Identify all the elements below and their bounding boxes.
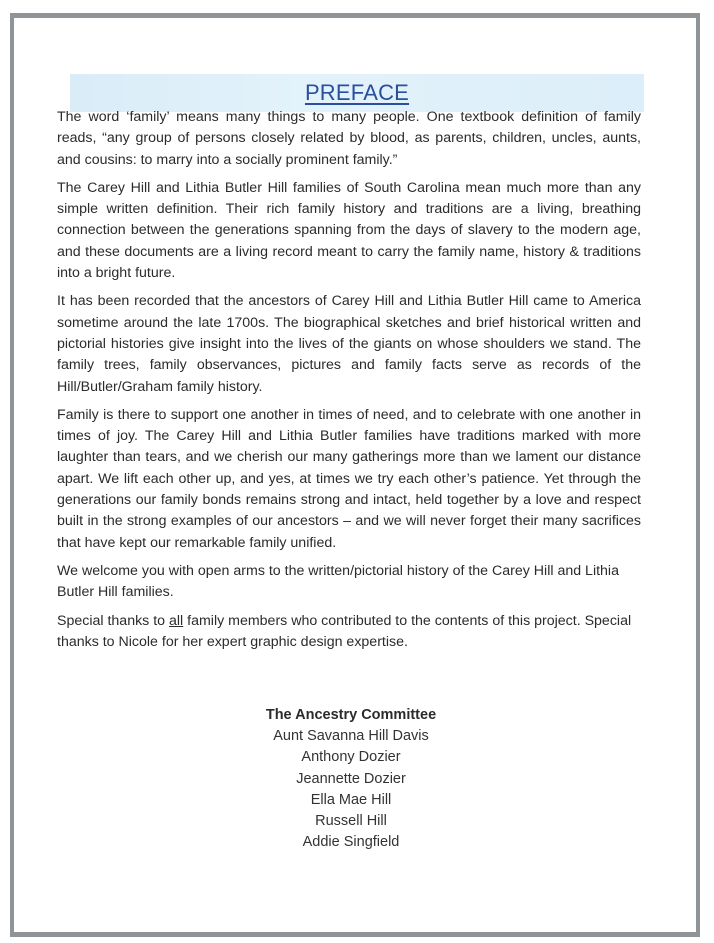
paragraph-welcome: We welcome you with open arms to the written/pictorial history of the Carey Hill and Lithia Butler Hill families.	[57, 562, 619, 601]
committee-member: Ella Mae Hill	[310, 791, 392, 808]
thanks-text-start: Special thanks to	[57, 612, 169, 629]
paragraph-family-support: Family is there to support one another in times of need, and to celebrate with one another in times of joy. The Carey Hill and Lithia Butler families have traditions marked with more laughter than tears, and we cherish our many gatherings more than we lament our distance apart. We lift each other up, and yes, at times we try each other’s patience. Yet through the generations our family bonds remains strong and intact, held together by a love and respect built in the strong examples of our ancestors – and we will never forget their many sacrifices that have kept our remarkable family unified.	[57, 406, 641, 551]
committee-heading: The Ancestry Committee	[265, 707, 437, 723]
committee-member: Jeannette Dozier	[296, 770, 406, 787]
committee-member: Anthony Dozier	[301, 749, 401, 766]
committee-member: Russell Hill	[315, 813, 387, 830]
thanks-underlined-all: all	[169, 612, 184, 629]
paragraph-families-south-carolina: The Carey Hill and Lithia Butler Hill families of South Carolina mean much more than any simple written definition. Their rich family history and traditions are a living, breathing connection between the generations spanning from the days of slavery to the modern age, and these documents are a living record meant to carry the family name, history & traditions into a bright future.	[57, 179, 641, 282]
paragraph-family-definition: The word ‘family’ means many things to many people. One textbook definition of family reads, “any group of persons closely related by blood, as parents, children, uncles, aunts, and cousins: to marry into a socially prominent family.”	[57, 109, 641, 168]
paragraph-ancestors-history: It has been recorded that the ancestors of Carey Hill and Lithia Butler Hill came to America sometime around the late 1700s. The biographical sketches and brief historical written and pictorial histories give insight into the lives of the giants on whose shoulders we stand. The family trees, family observances, pictures and family facts serve as records of the Hill/Butler/Graham family history.	[57, 293, 641, 395]
preface-body	[57, 107, 641, 660]
committee-member: Aunt Savanna Hill Davis	[273, 728, 429, 745]
committee-member: Addie Singfield	[302, 834, 400, 851]
page-title: PREFACE	[304, 80, 410, 105]
paragraph-special-thanks	[57, 611, 641, 654]
thanks-text-end: family members who contributed to the contents of this project. Special thanks to Nicole for her expert graphic design expertise.	[57, 612, 632, 650]
ancestry-committee	[10, 705, 692, 853]
